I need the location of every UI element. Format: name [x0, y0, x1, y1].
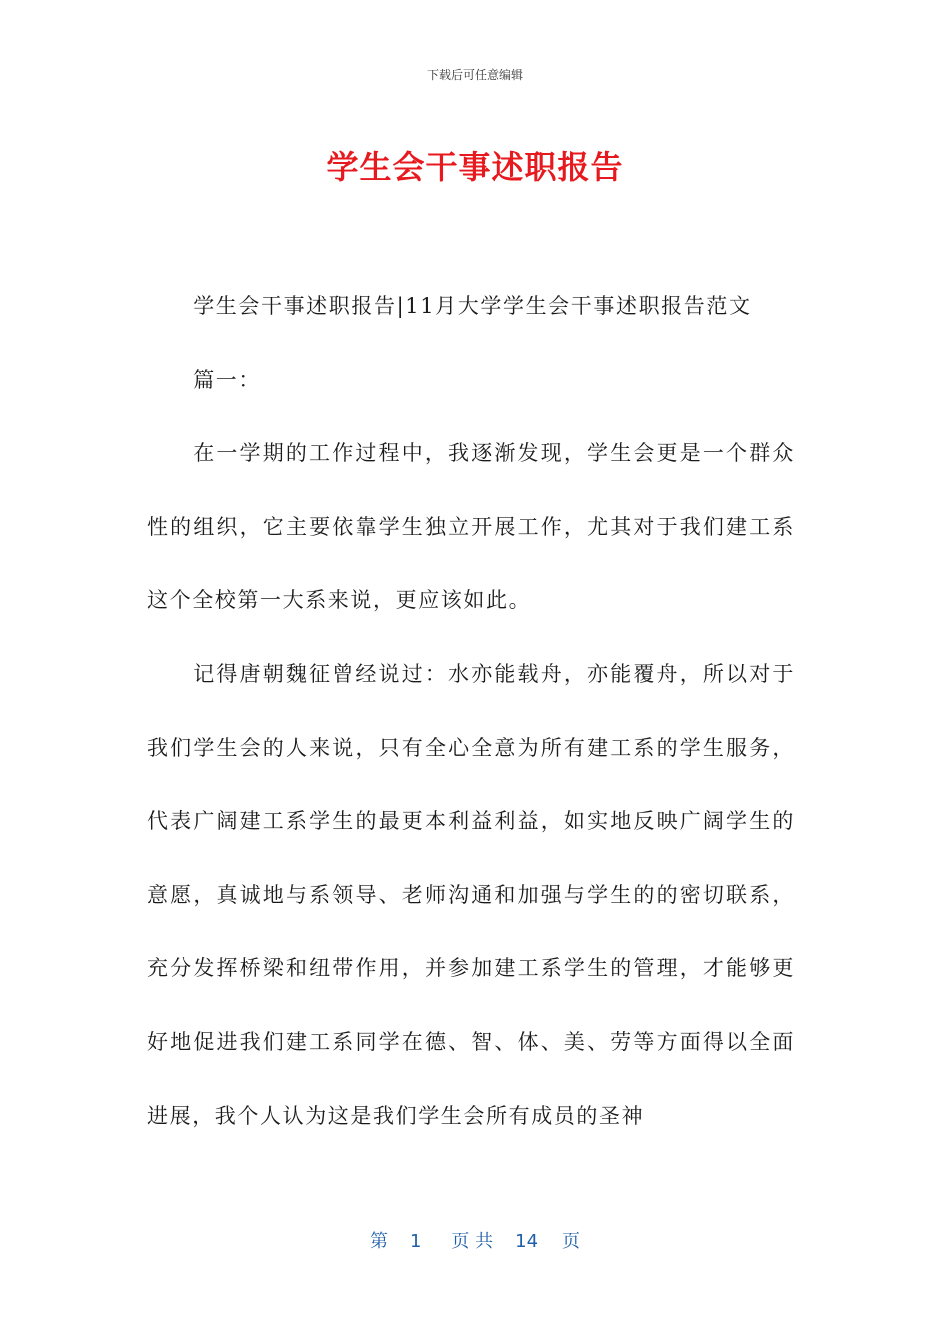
- paragraph-section-label: 篇一：: [193, 367, 261, 392]
- footer-page-suffix: 页: [562, 1231, 581, 1252]
- page-header-note: 下载后可任意编辑: [426, 68, 523, 82]
- footer-page-prefix: 第: [369, 1231, 388, 1252]
- document-title: 学生会干事述职报告: [326, 148, 624, 186]
- paragraph-body-2: 记得唐朝魏征曾经说过：水亦能载舟，亦能覆舟，所以对于我们学生会的人来说，只有全心全意为所有建工系的学生服务，代表广阔建工系学生的最更本利益利益，如实地反映广阔学生的意愿，真诚地与系领导、老师沟通和加强与学生的的密切联系，充分发挥桥梁和纽带作用，并参加建工系学生的管理，才能够更好地促进我们建工系同学在德、智、体、美、劳等方面得以全面进展，我个人认为这是我们学生会所有成员的圣神: [147, 661, 795, 1128]
- paragraph-body-1: 在一学期的工作过程中，我逐渐发现，学生会更是一个群众性的组织，它主要依靠学生独立开展工作，尤其对于我们建工系这个全校第一大系来说，更应该如此。: [147, 441, 795, 613]
- paragraph-subtitle: 学生会干事述职报告|11月大学学生会干事述职报告范文: [193, 294, 752, 318]
- footer-page-middle: 页 共: [451, 1231, 494, 1252]
- footer-total-pages: 14: [515, 1231, 539, 1252]
- footer-current-page: 1: [409, 1231, 422, 1252]
- page-footer: [0, 1227, 950, 1253]
- document-body: [147, 270, 795, 1153]
